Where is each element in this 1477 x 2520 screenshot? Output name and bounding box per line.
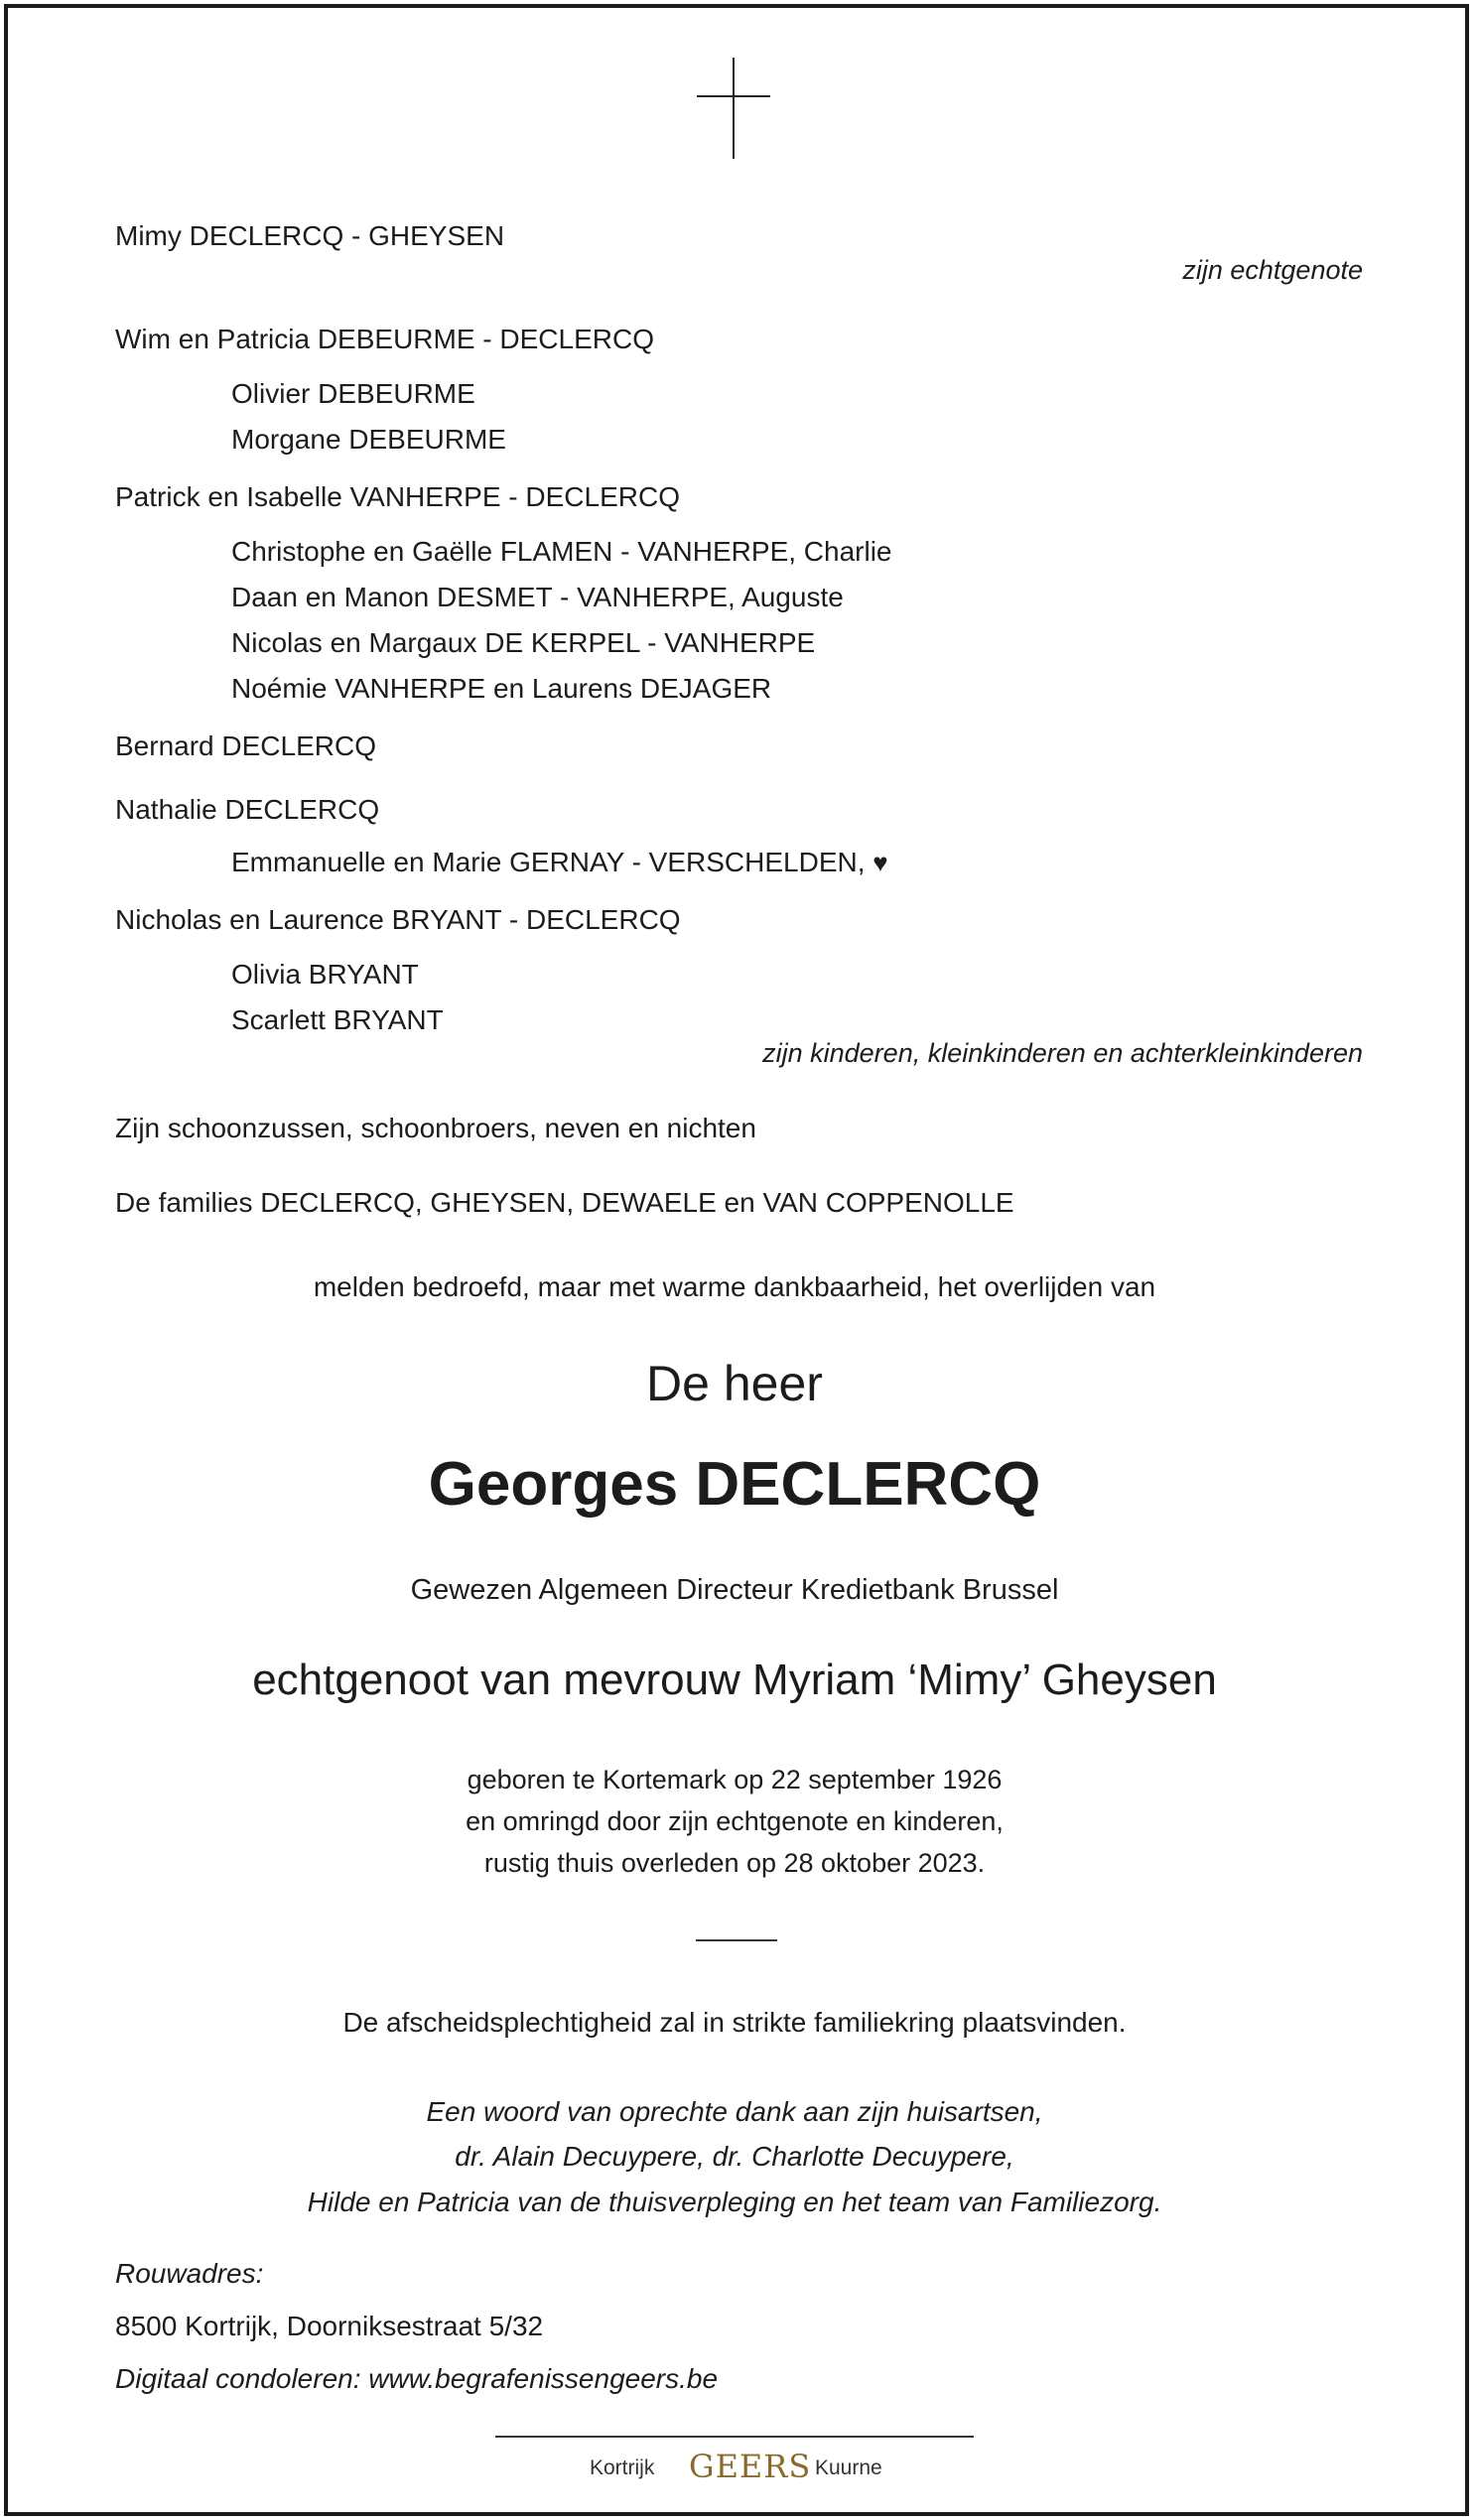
children-relation: zijn kinderen, kleinkinderen en achterkleinkinderen [762,1038,1363,1068]
grandchild-name: Morgane DEBEURME [231,424,506,455]
grandchild-name: Scarlett BRYANT [231,1004,444,1035]
death-detail: en omringd door zijn echtgenote en kinderen, [466,1806,1004,1836]
grandchild-name: Nicolas en Margaux DE KERPEL - VANHERPE [231,627,816,658]
grandchild-line [231,847,888,878]
death-detail: rustig thuis overleden op 28 oktober 2023. [483,1848,986,1878]
divider [696,1939,777,1941]
geers-logo: GEERS [689,2448,812,2485]
child-name: Bernard DECLERCQ [115,730,376,761]
grandchild-name: Daan en Manon DESMET - VANHERPE, Auguste [231,582,844,612]
honorific: De heer [646,1356,823,1411]
ceremony-notice: De afscheidsplechtigheid zal in strikte familiekring plaatsvinden. [342,2007,1127,2038]
grandchild-name: Christophe en Gaëlle FLAMEN - VANHERPE, Charlie [231,536,892,567]
address-label: Rouwadres: [115,2258,264,2289]
announcement-intro: melden bedroefd, maar met warme dankbaarheid, het overlijden van [313,1271,1156,1302]
child-name: Nicholas en Laurence BRYANT - DECLERCQ [115,904,681,935]
spouse-name: Mimy DECLERCQ - GHEYSEN [115,220,505,251]
thanks-line: Hilde en Patricia van de thuisverpleging en het team van Familiezorg. [307,2187,1162,2217]
deceased-name: Georges DECLERCQ [428,1450,1041,1519]
child-name: Patrick en Isabelle VANHERPE - DECLERCQ [115,481,680,512]
online-condolence: Digitaal condoleren: www.begrafenissengeers.be [115,2363,719,2394]
deceased-function: Gewezen Algemeen Directeur Kredietbank Brussel [410,1574,1059,1606]
spouse-line: echtgenoot van mevrouw Myriam ‘Mimy’ Gheysen [252,1656,1217,1704]
footer-divider [495,2436,974,2438]
child-name: Wim en Patricia DEBEURME - DECLERCQ [115,324,654,354]
address-value: 8500 Kortrijk, Doorniksestraat 5/32 [115,2311,544,2341]
extended-family: Zijn schoonzussen, schoonbroers, neven en nichten [115,1113,756,1143]
child-name: Nathalie DECLERCQ [115,794,380,825]
heart-icon: ♥ [873,848,888,877]
footer-place-left: Kortrijk [590,2456,655,2479]
thanks-line: dr. Alain Decuypere, dr. Charlotte Decuypere, [455,2141,1014,2172]
grandchild-name: Noémie VANHERPE en Laurens DEJAGER [231,673,772,704]
birth-detail: geboren te Kortemark op 22 september 1926 [467,1765,1003,1794]
grandchild-name: Emmanuelle en Marie GERNAY - VERSCHELDEN, [231,847,866,877]
obituary-card [4,4,1469,2516]
thanks-line: Een woord van oprechte dank aan zijn huisartsen, [426,2096,1043,2127]
families-line: De families DECLERCQ, GHEYSEN, DEWAELE en VAN COPPENOLLE [115,1187,1014,1218]
footer-place-right: Kuurne [815,2456,882,2479]
grandchild-name: Olivia BRYANT [231,959,419,990]
cross-icon-bar [697,95,770,97]
grandchild-name: Olivier DEBEURME [231,378,475,409]
cross-icon [733,58,735,159]
spouse-relation: zijn echtgenote [1182,255,1363,285]
